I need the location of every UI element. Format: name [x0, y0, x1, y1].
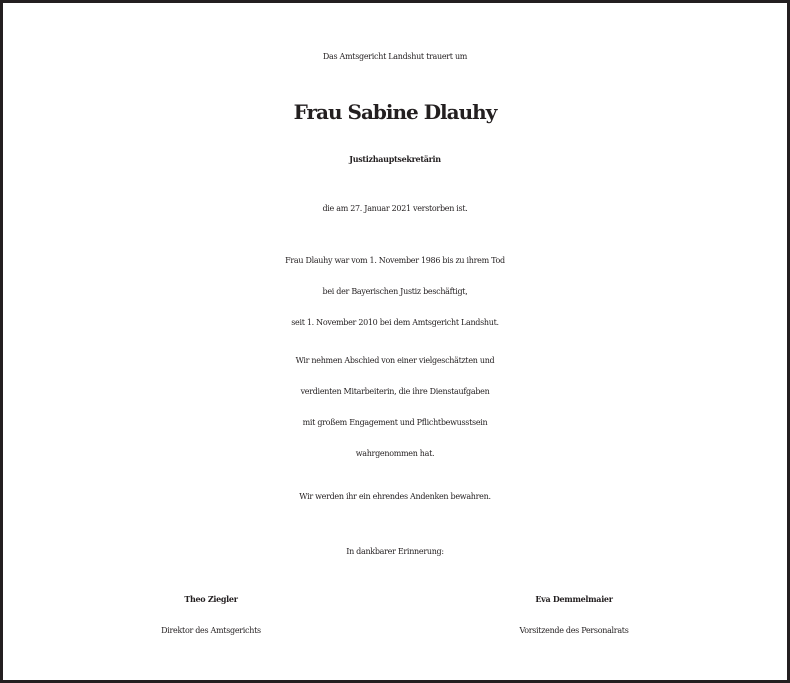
farewell-line-1: Wir nehmen Abschied von einer vielgeschätzten und: [295, 356, 495, 365]
farewell-line-2: verdienten Mitarbeiterin, die ihre Dienstaufgaben: [300, 387, 490, 396]
career-line-2: bei der Bayerischen Justiz beschäftigt,: [322, 287, 468, 296]
job-title: Justizhauptsekretärin: [349, 154, 441, 164]
closing-line: In dankbarer Erinnerung:: [346, 547, 444, 556]
signatory-role-2: Vorsitzende des Personalrats: [519, 626, 629, 635]
career-line-1: Frau Dlauhy war vom 1. November 1986 bis zu ihrem Tod: [285, 256, 505, 265]
farewell-line-4: wahrgenommen hat.: [355, 449, 435, 458]
intro-line: Das Amtsgericht Landshut trauert um: [322, 52, 468, 61]
remembrance-line: Wir werden ihr ein ehrendes Andenken bewahren.: [299, 492, 491, 501]
signatory-name-1: Theo Ziegler: [184, 594, 238, 604]
farewell-line-3: mit großem Engagement und Pflichtbewusstsein: [302, 418, 488, 427]
death-date-line: die am 27. Januar 2021 verstorben ist.: [322, 204, 468, 213]
signatory-name-2: Eva Demmelmaier: [535, 594, 613, 604]
deceased-name: Frau Sabine Dlauhy: [293, 100, 497, 124]
signatory-role-1: Direktor des Amtsgerichts: [161, 626, 261, 635]
career-line-3: seit 1. November 2010 bei dem Amtsgericht Landshut.: [291, 318, 499, 327]
